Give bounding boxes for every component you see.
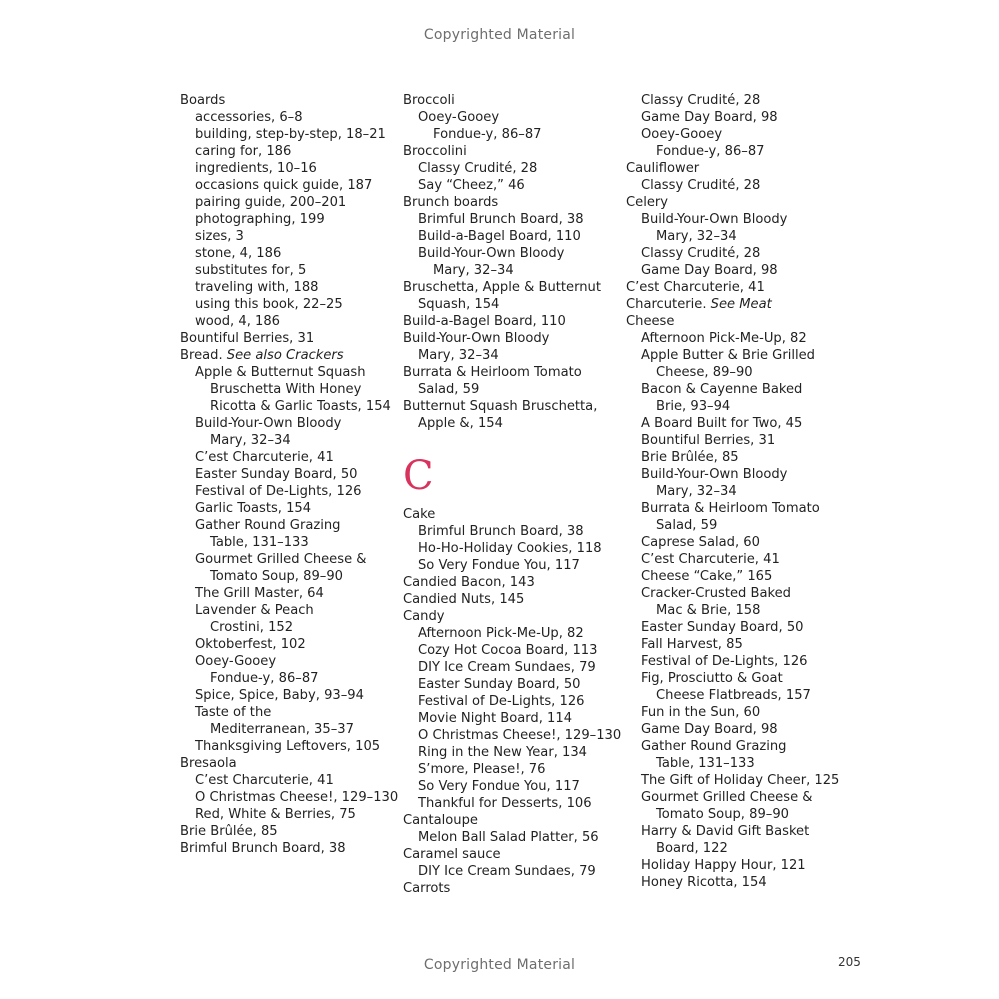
index-entry: Candy <box>403 609 445 624</box>
index-entry: Build-Your-Own Bloody <box>403 331 550 346</box>
index-subentry: Game Day Board, 98 <box>641 110 778 125</box>
index-subentry: Salad, 59 <box>656 518 718 533</box>
copyright-watermark-bottom: Copyrighted Material <box>423 957 576 973</box>
index-subentry: Fondue-y, 86–87 <box>210 671 319 686</box>
index-entry: Bresaola <box>180 756 237 771</box>
index-subentry: building, step-by-step, 18–21 <box>195 127 386 142</box>
index-subentry: substitutes for, 5 <box>195 263 307 278</box>
index-subentry: Harry & David Gift Basket <box>641 824 810 839</box>
index-entry: Cauliflower <box>626 161 700 176</box>
index-subentry: Ooey-Gooey <box>641 127 723 142</box>
index-subentry: Bountiful Berries, 31 <box>641 433 776 448</box>
index-entry: Burrata & Heirloom Tomato <box>403 365 582 380</box>
index-subentry: Table, 131–133 <box>210 535 309 550</box>
index-subentry: Mary, 32–34 <box>656 484 737 499</box>
index-subentry: The Grill Master, 64 <box>195 586 324 601</box>
index-subentry: Cheese Flatbreads, 157 <box>656 688 811 703</box>
index-subentry: Ooey-Gooey <box>418 110 500 125</box>
index-subentry: Brimful Brunch Board, 38 <box>418 212 584 227</box>
index-subentry: Mary, 32–34 <box>418 348 499 363</box>
index-subentry: Ooey-Gooey <box>195 654 277 669</box>
index-subentry: Build-Your-Own Bloody <box>641 467 788 482</box>
cross-reference: See also Crackers <box>226 348 344 363</box>
index-subentry: Fun in the Sun, 60 <box>641 705 761 720</box>
index-entry: Charcuterie. See Meat <box>626 297 772 312</box>
index-entry: Caramel sauce <box>403 847 501 862</box>
index-subentry: The Gift of Holiday Cheer, 125 <box>641 773 840 788</box>
index-entry: Broccolini <box>403 144 467 159</box>
index-subentry: S’more, Please!, 76 <box>418 762 546 777</box>
index-entry: Cantaloupe <box>403 813 478 828</box>
index-subentry: So Very Fondue You, 117 <box>418 558 580 573</box>
index-entry: Cheese <box>626 314 675 329</box>
index-column-2 <box>403 92 621 897</box>
index-subentry: Thanksgiving Leftovers, 105 <box>195 739 381 754</box>
index-subentry: Festival of De-Lights, 126 <box>641 654 808 669</box>
index-subentry: Cheese, 89–90 <box>656 365 753 380</box>
index-subentry: Brie, 93–94 <box>656 399 731 414</box>
index-subentry: Classy Crudité, 28 <box>641 93 761 108</box>
index-entry: Broccoli <box>403 93 455 108</box>
index-subentry: DIY Ice Cream Sundaes, 79 <box>418 864 596 879</box>
index-entry: Candied Bacon, 143 <box>403 575 535 590</box>
index-entry: Brunch boards <box>403 195 499 210</box>
index-subentry: Say “Cheez,” 46 <box>418 178 525 193</box>
index-subentry: Salad, 59 <box>418 382 480 397</box>
index-subentry: Honey Ricotta, 154 <box>641 875 767 890</box>
cross-reference: See Meat <box>710 297 772 312</box>
index-subentry: Ring in the New Year, 134 <box>418 745 588 760</box>
index-subentry: Bruschetta With Honey <box>210 382 362 397</box>
index-subentry: Mary, 32–34 <box>210 433 291 448</box>
index-subentry: C’est Charcuterie, 41 <box>195 450 334 465</box>
index-subentry: Thankful for Desserts, 106 <box>418 796 592 811</box>
index-subentry: Easter Sunday Board, 50 <box>418 677 581 692</box>
index-subentry: Garlic Toasts, 154 <box>195 501 312 516</box>
index-subentry: Burrata & Heirloom Tomato <box>641 501 820 516</box>
index-entry: Carrots <box>403 881 451 896</box>
index-subentry: Mary, 32–34 <box>433 263 514 278</box>
index-subentry: C’est Charcuterie, 41 <box>641 552 780 567</box>
index-entry: C’est Charcuterie, 41 <box>626 280 765 295</box>
index-subentry: Classy Crudité, 28 <box>641 178 761 193</box>
index-subentry: Afternoon Pick-Me-Up, 82 <box>418 626 584 641</box>
index-subentry: Spice, Spice, Baby, 93–94 <box>195 688 364 703</box>
index-subentry: Build-Your-Own Bloody <box>641 212 788 227</box>
index-subentry: accessories, 6–8 <box>195 110 303 125</box>
index-subentry: Ho-Ho-Holiday Cookies, 118 <box>418 541 602 556</box>
index-entry: Celery <box>626 195 669 210</box>
index-subentry: Squash, 154 <box>418 297 500 312</box>
index-subentry: Fondue-y, 86–87 <box>656 144 765 159</box>
index-subentry: Gather Round Grazing <box>641 739 787 754</box>
index-subentry: traveling with, 188 <box>195 280 319 295</box>
index-subentry: caring for, 186 <box>195 144 292 159</box>
index-subentry: Build-Your-Own Bloody <box>418 246 565 261</box>
index-subentry: sizes, 3 <box>195 229 244 244</box>
copyright-watermark-top: Copyrighted Material <box>423 27 576 43</box>
index-subentry: Gourmet Grilled Cheese & <box>641 790 813 805</box>
index-subentry: Gourmet Grilled Cheese & <box>195 552 367 567</box>
index-entry: Cake <box>403 507 436 522</box>
index-subentry: Fig, Prosciutto & Goat <box>641 671 783 686</box>
index-subentry: stone, 4, 186 <box>195 246 282 261</box>
index-subentry: Classy Crudité, 28 <box>641 246 761 261</box>
index-subentry: Afternoon Pick-Me-Up, 82 <box>641 331 807 346</box>
index-entry: Boards <box>180 93 226 108</box>
page-number: 205 <box>838 955 861 969</box>
index-subentry: Mary, 32–34 <box>656 229 737 244</box>
index-subentry: Fondue-y, 86–87 <box>433 127 542 142</box>
index-subentry: Red, White & Berries, 75 <box>195 807 356 822</box>
index-subentry: Apple Butter & Brie Grilled <box>641 348 815 363</box>
index-subentry: Ricotta & Garlic Toasts, 154 <box>210 399 391 414</box>
index-subentry: O Christmas Cheese!, 129–130 <box>418 728 622 743</box>
index-subentry: C’est Charcuterie, 41 <box>195 773 334 788</box>
index-column-1 <box>180 92 398 857</box>
index-subentry: Build-a-Bagel Board, 110 <box>418 229 581 244</box>
index-subentry: Holiday Happy Hour, 121 <box>641 858 806 873</box>
index-column-3 <box>626 92 839 891</box>
index-subentry: Apple & Butternut Squash <box>195 365 366 380</box>
index-subentry: Tomato Soup, 89–90 <box>210 569 343 584</box>
index-subentry: Game Day Board, 98 <box>641 722 778 737</box>
index-entry: Bread. See also Crackers <box>180 348 344 363</box>
index-subentry: Gather Round Grazing <box>195 518 341 533</box>
index-subentry: wood, 4, 186 <box>195 314 281 329</box>
index-subentry: Build-Your-Own Bloody <box>195 416 342 431</box>
index-subentry: Game Day Board, 98 <box>641 263 778 278</box>
index-subentry: Crostini, 152 <box>210 620 294 635</box>
index-subentry: Melon Ball Salad Platter, 56 <box>418 830 599 845</box>
index-subentry: Cheese “Cake,” 165 <box>641 569 773 584</box>
index-subentry: Easter Sunday Board, 50 <box>195 467 358 482</box>
index-subentry: ingredients, 10–16 <box>195 161 317 176</box>
index-subentry: Table, 131–133 <box>656 756 755 771</box>
index-entry: Brie Brûlée, 85 <box>180 824 278 839</box>
index-subentry: Board, 122 <box>656 841 728 856</box>
index-subentry: Caprese Salad, 60 <box>641 535 760 550</box>
index-subentry: Easter Sunday Board, 50 <box>641 620 804 635</box>
index-entry: Brimful Brunch Board, 38 <box>180 841 346 856</box>
index-subentry: Taste of the <box>195 705 272 720</box>
index-entry: Candied Nuts, 145 <box>403 592 525 607</box>
section-letter: C <box>403 453 434 499</box>
index-subentry: Cozy Hot Cocoa Board, 113 <box>418 643 598 658</box>
index-subentry: Mac & Brie, 158 <box>656 603 761 618</box>
index-subentry: Mediterranean, 35–37 <box>210 722 354 737</box>
index-subentry: DIY Ice Cream Sundaes, 79 <box>418 660 596 675</box>
index-subentry: occasions quick guide, 187 <box>195 178 373 193</box>
index-subentry: Movie Night Board, 114 <box>418 711 573 726</box>
index-subentry: Cracker-Crusted Baked <box>641 586 791 601</box>
index-subentry: Brimful Brunch Board, 38 <box>418 524 584 539</box>
index-subentry: using this book, 22–25 <box>195 297 343 312</box>
index-subentry: So Very Fondue You, 117 <box>418 779 580 794</box>
index-subentry: Lavender & Peach <box>195 603 314 618</box>
index-subentry: Oktoberfest, 102 <box>195 637 306 652</box>
index-subentry: Festival of De-Lights, 126 <box>418 694 585 709</box>
index-subentry: photographing, 199 <box>195 212 325 227</box>
index-subentry: Festival of De-Lights, 126 <box>195 484 362 499</box>
index-subentry: pairing guide, 200–201 <box>195 195 347 210</box>
index-entry: Bountiful Berries, 31 <box>180 331 315 346</box>
index-entry: Butternut Squash Bruschetta, <box>403 399 598 414</box>
index-subentry: Bacon & Cayenne Baked <box>641 382 803 397</box>
index-subentry: Brie Brûlée, 85 <box>641 450 739 465</box>
index-entry: Bruschetta, Apple & Butternut <box>403 280 601 295</box>
index-entry: Build-a-Bagel Board, 110 <box>403 314 566 329</box>
index-subentry: Classy Crudité, 28 <box>418 161 538 176</box>
index-subentry: A Board Built for Two, 45 <box>641 416 803 431</box>
index-subentry: Fall Harvest, 85 <box>641 637 743 652</box>
index-subentry: Tomato Soup, 89–90 <box>656 807 789 822</box>
index-subentry: O Christmas Cheese!, 129–130 <box>195 790 399 805</box>
index-subentry: Apple &, 154 <box>418 416 503 431</box>
